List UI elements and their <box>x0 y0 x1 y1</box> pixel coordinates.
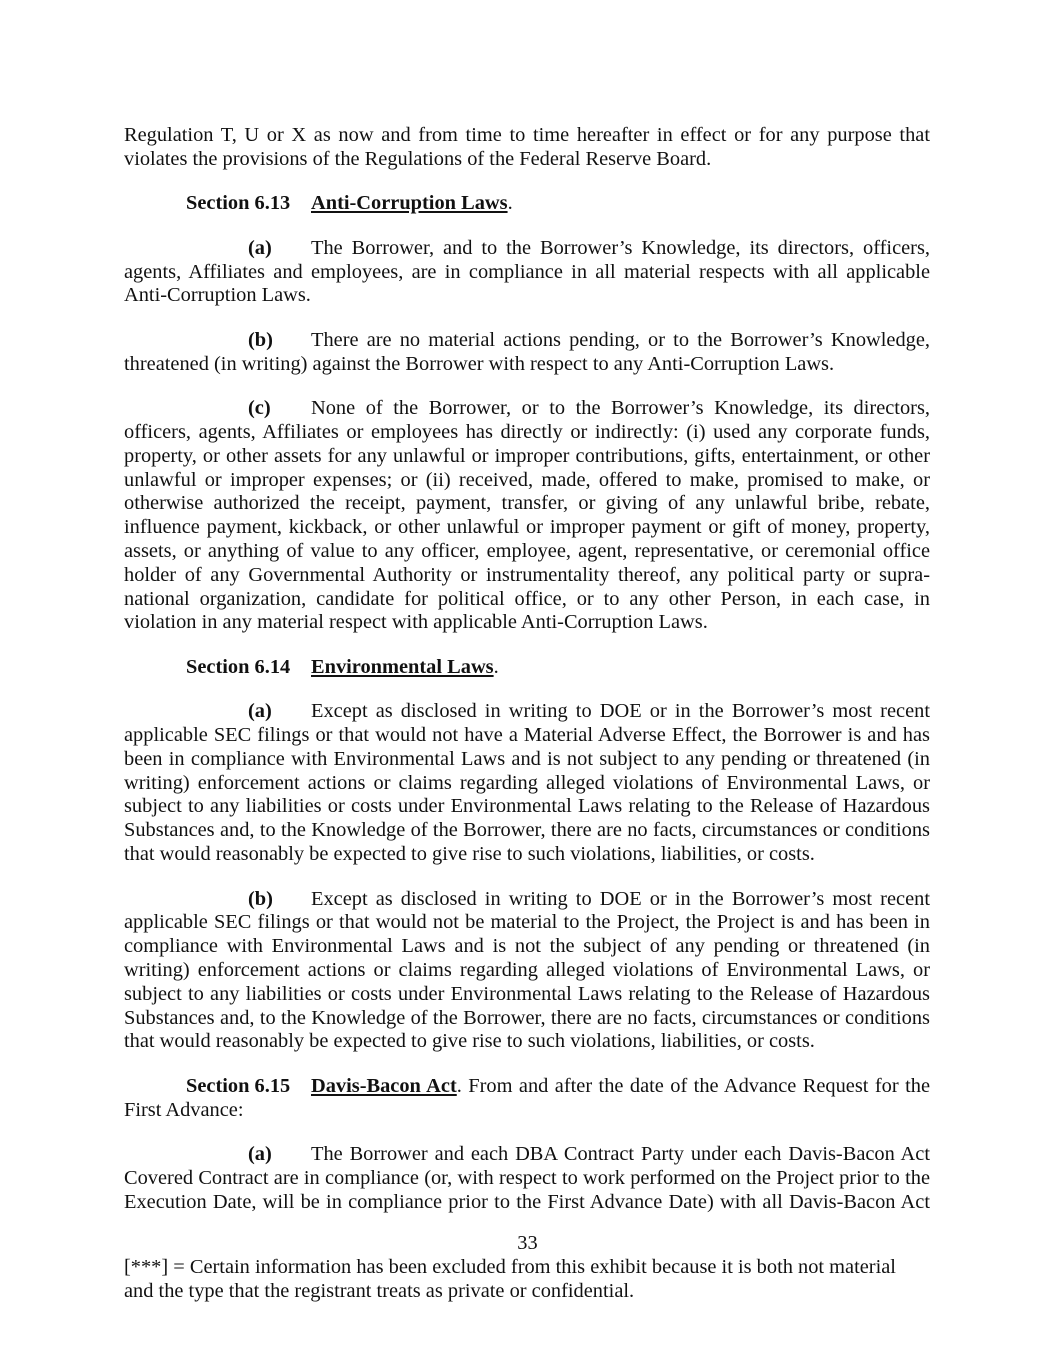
text-line: unlawful or improper expenses; or (ii) received, made, offered to make, promised to make, or <box>124 468 930 491</box>
confidentiality-footnote <box>124 1256 930 1304</box>
text-line: Substances and, to the Knowledge of the Borrower, there are no facts, circumstances or conditions <box>124 1006 930 1029</box>
text-line: officers, agents, Affiliates or employees has directly or indirectly: (i) used any corporate funds, <box>124 420 930 443</box>
section-6-14-item-b <box>124 888 930 1055</box>
text-line: that would reasonably be expected to give rise to such violations, liabilities, or costs. <box>124 1030 815 1053</box>
text-line <box>124 397 930 421</box>
text-line <box>124 888 930 912</box>
section-number: Section 6.15 <box>186 1074 291 1097</box>
item-label: (a) <box>248 236 272 259</box>
text-line: First Advance: <box>124 1098 244 1121</box>
document-body <box>124 124 930 1235</box>
item-text: The Borrower, and to the Borrower’s Knowledge, its directors, officers, <box>311 236 930 259</box>
item-label: (c) <box>248 397 271 420</box>
item-text: None of the Borrower, or to the Borrower’s Knowledge, its directors, <box>311 397 930 420</box>
item-label: (b) <box>248 887 273 910</box>
footnote-line: [***] = Certain information has been excluded from this exhibit because it is both not material <box>124 1256 896 1278</box>
section-title: Environmental Laws <box>311 655 494 678</box>
section-title-suffix: . From and after the date of the Advance Request for the <box>456 1074 930 1097</box>
section-6-14-item-a <box>124 700 930 867</box>
text-line <box>124 237 930 261</box>
section-title: Anti-Corruption Laws <box>311 192 508 215</box>
text-line: violates the provisions of the Regulations of the Federal Reserve Board. <box>124 147 712 170</box>
section-6-14-heading <box>124 656 930 680</box>
text-line <box>124 700 930 724</box>
text-line: applicable SEC filings or that would not have a Material Adverse Effect, the Borrower is and has <box>124 724 930 747</box>
item-text: Except as disclosed in writing to DOE or in the Borrower’s most recent <box>311 700 930 723</box>
text-line: Regulation T, U or X as now and from time to time hereafter in effect or for any purpose that <box>124 124 930 146</box>
item-label: (a) <box>248 700 272 723</box>
text-line: been in compliance with Environmental Laws and is not subject to any pending or threatened (in <box>124 747 930 770</box>
text-line: Execution Date, will be in compliance prior to the First Advance Date) with all Davis-Bacon Act <box>124 1190 930 1213</box>
text-line: assets, or anything of value to any officer, employee, agent, representative, or ceremonial office <box>124 539 930 562</box>
section-6-15-heading <box>124 1075 930 1123</box>
text-line: violation in any material respect with applicable Anti-Corruption Laws. <box>124 611 708 634</box>
text-line: writing) enforcement actions or claims regarding alleged violations of Environmental Laws, or <box>124 771 930 794</box>
text-line: agents, Affiliates and employees, are in compliance in all material respects with all applicable <box>124 260 930 283</box>
text-line: subject to any liabilities or costs under Environmental Laws relating to the Release of Hazardous <box>124 982 930 1005</box>
section-6-13-item-c <box>124 397 930 635</box>
text-line: Substances and, to the Knowledge of the Borrower, there are no facts, circumstances or conditions <box>124 819 930 842</box>
text-line: Covered Contract are in compliance (or, with respect to work performed on the Project prior to the <box>124 1166 930 1189</box>
section-title-suffix: . <box>507 192 513 215</box>
section-6-15-item-a <box>124 1143 930 1214</box>
continuation-paragraph <box>124 124 930 172</box>
section-number: Section 6.14 <box>186 655 291 678</box>
section-6-13-item-b <box>124 329 930 377</box>
section-heading-line <box>124 656 930 680</box>
text-line: writing) enforcement actions or claims regarding alleged violations of Environmental Laws, or <box>124 958 930 981</box>
item-label: (b) <box>248 328 273 351</box>
item-text: Except as disclosed in writing to DOE or in the Borrower’s most recent <box>311 887 930 910</box>
text-line: subject to any liabilities or costs under Environmental Laws relating to the Release of Hazardous <box>124 795 930 818</box>
section-6-13-heading <box>124 192 930 216</box>
page-number: 33 <box>517 1232 538 1254</box>
text-line: Anti-Corruption Laws. <box>124 284 311 307</box>
section-title-suffix: . <box>493 655 499 678</box>
item-text: There are no material actions pending, or to the Borrower’s Knowledge, <box>311 328 930 351</box>
text-line <box>124 1143 930 1167</box>
section-title: Davis-Bacon Act <box>311 1074 457 1097</box>
item-label: (a) <box>248 1143 272 1166</box>
section-heading-line <box>124 1075 930 1099</box>
text-line: compliance with Environmental Laws and is not the subject of any pending or threatened (in <box>124 935 930 958</box>
item-text: The Borrower and each DBA Contract Party under each Davis-Bacon Act <box>311 1143 930 1166</box>
text-line: otherwise authorized the receipt, payment, transfer, or giving of any unlawful bribe, rebate, <box>124 492 930 515</box>
section-heading-line <box>124 192 930 216</box>
section-6-13-item-a <box>124 237 930 308</box>
text-line: national organization, candidate for political office, or to any other Person, in each case, in <box>124 587 930 610</box>
text-line: that would reasonably be expected to give rise to such violations, liabilities, or costs. <box>124 843 815 866</box>
text-line: holder of any Governmental Authority or instrumentality thereof, any political party or supra- <box>124 563 930 586</box>
section-number: Section 6.13 <box>186 192 291 215</box>
text-line: threatened (in writing) against the Borrower with respect to any Anti-Corruption Laws. <box>124 352 835 375</box>
text-line: applicable SEC filings or that would not be material to the Project, the Project is and has been in <box>124 911 930 934</box>
text-line: property, or other assets for any unlawful or improper contributions, gifts, entertainment, or other <box>124 444 930 467</box>
footnote-line: and the type that the registrant treats as private or confidential. <box>124 1279 635 1302</box>
text-line: influence payment, kickback, or other unlawful or improper payment or gift of money, property, <box>124 516 930 539</box>
text-line <box>124 329 930 353</box>
